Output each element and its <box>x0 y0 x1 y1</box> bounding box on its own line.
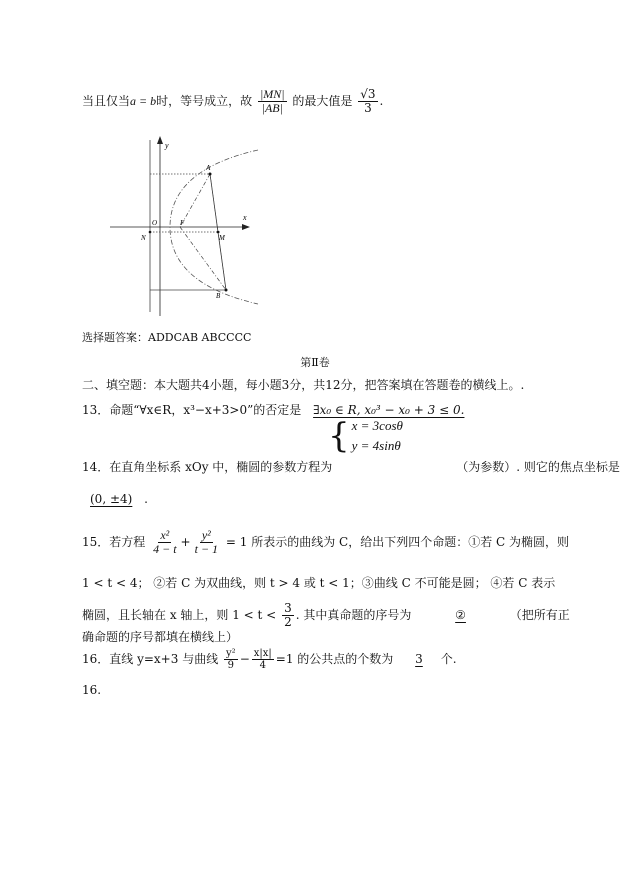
ratio-denominator: |AB| <box>261 101 283 116</box>
q16-f1-num: y² <box>226 648 236 659</box>
label-a: A <box>206 164 211 172</box>
q16-fraction-2 <box>252 648 274 671</box>
ratio-numerator: |MN| <box>259 87 285 101</box>
text-mid: 时，等号成立，故 <box>156 94 253 109</box>
x-axis-arrow <box>242 224 250 230</box>
question-15-line3 <box>82 602 570 629</box>
text-end: . <box>379 94 384 109</box>
q15-f1-num: x² <box>160 528 170 542</box>
question-15-line1 <box>82 529 569 556</box>
q15-answer: ② <box>455 608 466 623</box>
q15-f2-num: y² <box>201 528 211 542</box>
q15-text-c: 椭圆，且长轴在 x 轴上，则 1 < t < <box>82 608 277 623</box>
point-b <box>225 289 228 292</box>
q15-text-e: （把所有正 <box>509 608 570 623</box>
q15-f2-den: t − 1 <box>194 542 219 557</box>
label-n: N <box>141 234 146 242</box>
q15-plus: + <box>180 535 191 550</box>
solution-conclusion-line <box>82 88 383 115</box>
q16-answer: 3 <box>415 652 423 666</box>
q15-f3-den: 2 <box>284 615 292 630</box>
point-m <box>217 231 220 234</box>
q16-text-b: =1 的公共点的个数为 <box>275 652 394 666</box>
q16-f1-den: 9 <box>227 660 235 671</box>
q15-f1-den: 4 − t <box>153 542 177 557</box>
multiple-choice-answers: 选择题答案：ADDCAB ABCCCC <box>82 331 252 344</box>
question-14 <box>82 460 620 474</box>
q14-answer: (0, ±4) <box>90 492 133 506</box>
q15-text-a: 15．若方程 <box>82 535 146 550</box>
q14-text-a: 14．在直角坐标系 xOy 中，椭圆的参数方程为 <box>82 460 333 474</box>
q15-fraction-3 <box>282 602 294 629</box>
question-15-line4: 确命题的序号都填在横线上） <box>82 630 239 644</box>
q13-answer: ∃x₀ ∈ R, x₀³ − x₀ + 3 ≤ 0. <box>313 403 465 417</box>
q16-text-a: 16．直线 y=x+3 与曲线 <box>82 652 219 666</box>
parabola-figure <box>108 130 268 320</box>
q14-eq-x: x = 3cosθ <box>351 418 403 433</box>
q16-f2-num: x|x| <box>253 648 272 659</box>
q15-fraction-1 <box>151 529 178 556</box>
q14-text-b: （为参数）. 则它的焦点坐标是 <box>456 460 620 474</box>
q15-text-b: = 1 所表示的曲线为 C，给出下列四个命题：①若 C 为椭圆，则 <box>225 535 570 550</box>
question-13 <box>82 403 472 417</box>
y-axis-arrow <box>157 136 163 144</box>
max-value-denominator: 3 <box>364 101 372 116</box>
question-15-line2: 1 < t < 4； ②若 C 为双曲线，则 t > 4 或 t < 1；③曲线 C 不可能是圆； ④若 C 表示 <box>82 576 556 590</box>
ratio-fraction <box>258 88 287 115</box>
q16-fraction-1 <box>224 648 238 671</box>
question-16 <box>82 648 457 671</box>
section-title: 第Ⅱ卷 <box>300 356 330 369</box>
point-a <box>209 173 212 176</box>
condition: a = b <box>130 94 157 109</box>
q13-text: 13．命题“∀x∈R，x³−x+3>0”的否定是 <box>82 403 302 417</box>
q14-end: . <box>144 492 148 506</box>
y-axis-label: y <box>165 141 169 150</box>
label-b: B <box>216 292 221 300</box>
q15-answer-blank <box>415 608 506 622</box>
q16-answer-blank <box>397 652 441 666</box>
label-o: O <box>152 219 158 227</box>
q14-eq-y: y = 4sinθ <box>351 438 401 453</box>
text-suffix: 的最大值是 <box>292 94 353 109</box>
q16-minus: − <box>239 652 250 666</box>
brace-symbol: { <box>328 416 350 456</box>
max-value-fraction <box>358 88 377 115</box>
q15-f3-num: 3 <box>284 601 292 615</box>
max-value-numerator: √3 <box>360 87 376 101</box>
q15-fraction-2 <box>193 529 220 556</box>
x-axis-label: x <box>243 213 247 222</box>
point-n <box>149 231 152 234</box>
q14-parametric-system <box>328 418 403 454</box>
q16-text-c: 个. <box>440 652 457 666</box>
label-f: F <box>180 219 185 227</box>
label-m: M <box>219 234 225 242</box>
q16-f2-den: 4 <box>259 660 266 671</box>
q14-answer-line <box>82 492 148 506</box>
trailing-question-number: 16. <box>82 683 102 697</box>
q15-text-d: . 其中真命题的序号为 <box>295 608 412 623</box>
fill-in-header: 二、填空题：本大题共4小题，每小题3分，共12分，把答案填在答题卷的横线上。. <box>82 378 525 392</box>
text-prefix: 当且仅当 <box>82 94 131 109</box>
segment-af <box>180 174 210 227</box>
